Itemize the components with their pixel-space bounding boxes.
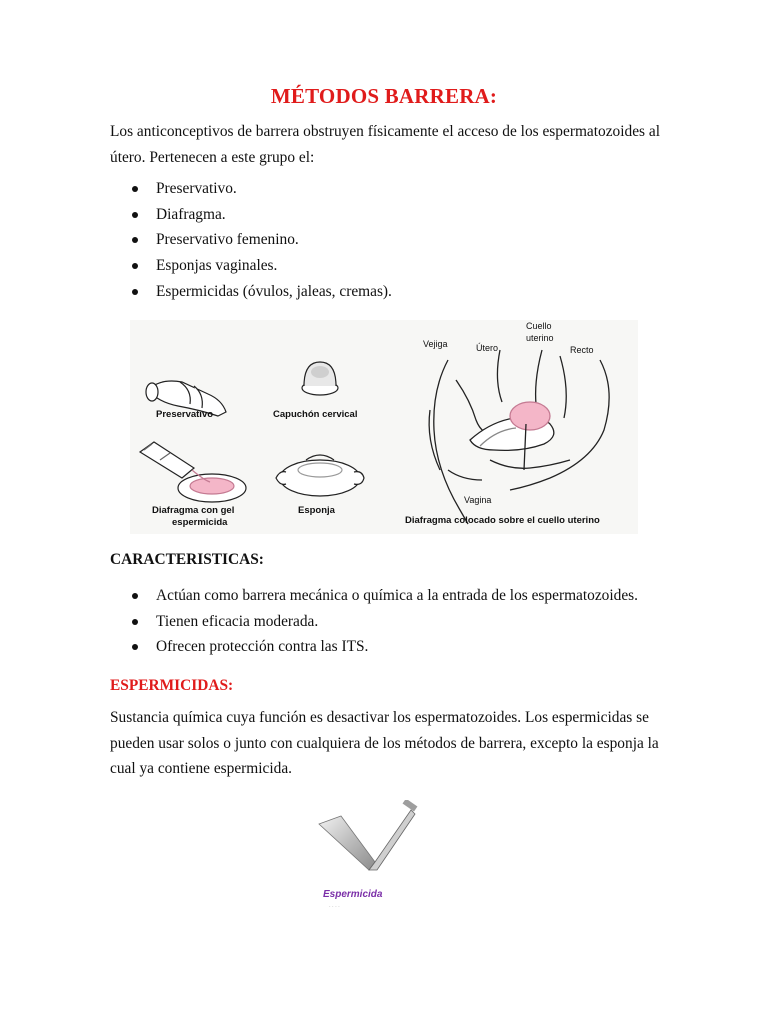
bullet-icon [132, 212, 138, 218]
label-cuello-2: uterino [526, 333, 554, 343]
list-item: Preservativo femenino. [110, 227, 392, 253]
bullet-icon [132, 289, 138, 295]
label-esponja: Esponja [298, 505, 335, 516]
list-item: Ofrecen protección contra las ITS. [110, 634, 638, 660]
label-diafragma-2: espermicida [172, 517, 228, 528]
label-preservativo: Preservativo [156, 409, 214, 420]
bullet-icon [132, 237, 138, 243]
spermicide-illustration [315, 800, 435, 912]
bullet-icon [132, 593, 138, 599]
label-cuello-1: Cuello [526, 321, 552, 331]
label-recto: Recto [570, 345, 594, 355]
bullet-icon [132, 186, 138, 192]
espermicidas-paragraph: Sustancia química cuya función es desactivar los espermatozoides. Los espermicidas se pueden usar solos o junto con cualquiera de los métodos de barrera, excepto la esponja la cual ya contiene espermicida. [110, 709, 659, 777]
spermicide-dots: · · · · [329, 904, 340, 910]
bullet-icon [132, 644, 138, 650]
list-item: Tienen eficacia moderada. [110, 609, 638, 635]
label-diafragma-1: Diafragma con gel [152, 505, 235, 516]
page-title: MÉTODOS BARRERA: [270, 84, 498, 108]
intro-paragraph: Los anticonceptivos de barrera obstruyen físicamente el acceso de los espermatozoides al útero. Pertenecen a este grupo el: [110, 123, 660, 166]
espermicidas-heading: ESPERMICIDAS: [110, 677, 234, 694]
list-item: Esponjas vaginales. [110, 253, 392, 279]
caracteristicas-list [110, 583, 638, 660]
list-item: Diafragma. [110, 202, 392, 228]
label-vejiga: Vejiga [423, 339, 448, 349]
applicator-tip [403, 800, 418, 811]
bullet-icon [132, 263, 138, 269]
list-item: Preservativo. [110, 176, 392, 202]
applicator-shape [369, 810, 415, 870]
label-capuchon: Capuchón cervical [273, 409, 358, 420]
label-caption: Diafragma colocado sobre el cuello uterino [405, 515, 600, 526]
bullet-icon [132, 619, 138, 625]
list-item: Actúan como barrera mecánica o química a la entrada de los espermatozoides. [110, 583, 638, 609]
tube-shape [319, 816, 375, 870]
list-item: Espermicidas (óvulos, jaleas, cremas). [110, 279, 392, 305]
caracteristicas-heading: CARACTERISTICAS: [110, 551, 264, 568]
spermicide-label: Espermicida [323, 889, 383, 900]
methods-list [110, 176, 392, 304]
label-utero: Útero [476, 343, 499, 353]
label-vagina: Vagina [464, 495, 492, 505]
barrier-methods-illustration [130, 320, 638, 534]
